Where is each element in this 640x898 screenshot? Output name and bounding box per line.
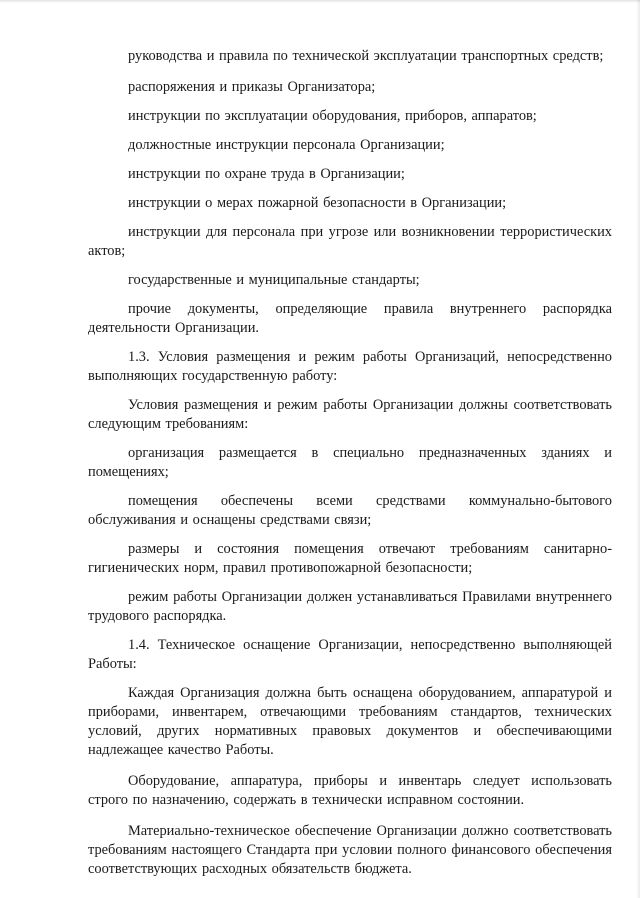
paragraph-material-support: Материально-техническое обеспечение Организации должно соответствовать требованиям настоящего Стандарта при условии полного финансового обеспечения соответствующих расходных обязательств бюджета. — [88, 823, 612, 877]
section-heading-1-4: 1.4. Техническое оснащение Организации, непосредственно выполняющей Работы: — [88, 637, 612, 672]
paragraph-fire-safety: инструкции о мерах пожарной безопасности в Организации; — [128, 195, 507, 211]
paragraph-equipment-requirements: Каждая Организация должна быть оснащена оборудованием, аппаратурой и приборами, инвентарем, отвечающими требованиям стандартов, технических условий, других нормативных правовых документов и обеспечивающими надлежащее качество Работы. — [88, 685, 612, 758]
paragraph-buildings: организация размещается в специально предназначенных зданиях и помещениях; — [88, 445, 612, 480]
section-heading-1-3: 1.3. Условия размещения и режим работы Организаций, непосредственно выполняющих государственную работу: — [88, 349, 612, 384]
scan-edge-top — [0, 0, 640, 3]
paragraph-equipment-instructions: инструкции по эксплуатации оборудования, приборов, аппаратов; — [128, 108, 537, 124]
paragraph-labor-safety: инструкции по охране труда в Организации; — [128, 166, 405, 182]
paragraph-terror-instructions: инструкции для персонала при угрозе или возникновении террористических актов; — [88, 224, 612, 259]
scan-edge-right — [636, 0, 640, 898]
document-body — [88, 47, 612, 889]
paragraph-equipment-usage: Оборудование, аппаратура, приборы и инвентарь следует использовать строго по назначению, содержать в технически исправном состоянии. — [88, 773, 612, 808]
paragraph-placement-conditions: Условия размещения и режим работы Организации должны соответствовать следующим требованиям: — [88, 397, 612, 432]
paragraph-premises-services: помещения обеспечены всеми средствами коммунально-бытового обслуживания и оснащены средствами связи; — [88, 493, 612, 528]
paragraph-job-instructions: должностные инструкции персонала Организации; — [128, 137, 445, 153]
paragraph-work-schedule: режим работы Организации должен устанавливаться Правилами внутреннего трудового распорядка. — [88, 589, 612, 624]
paragraph-sanitary-norms: размеры и состояния помещения отвечают требованиям санитарно-гигиенических норм, правил противопожарной безопасности; — [88, 541, 612, 576]
paragraph-transport-rules: руководства и правила по технической эксплуатации транспортных средств; — [128, 48, 604, 64]
paragraph-standards: государственные и муниципальные стандарты; — [128, 272, 420, 288]
paragraph-organizer-orders: распоряжения и приказы Организатора; — [128, 79, 376, 95]
paragraph-other-documents: прочие документы, определяющие правила внутреннего распорядка деятельности Организации. — [88, 301, 612, 336]
